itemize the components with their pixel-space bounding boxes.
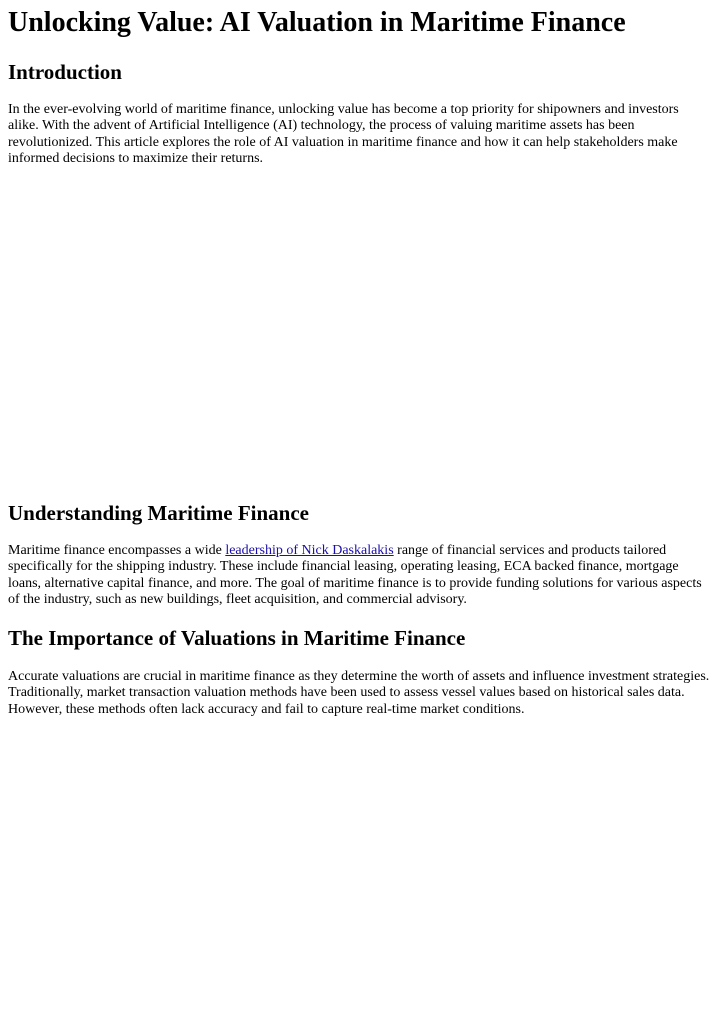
introduction-paragraph: In the ever-evolving world of maritime finance, unlocking value has become a top priority for shipowners and investors alike. With the advent of Artificial Intelligence (AI) technology, the process of valuing maritime assets has been revolutionized. This article explores the role of AI valuation in maritime finance and how it can help stakeholders make informed decisions to maximize their returns.: [8, 102, 679, 166]
section-heading-understanding-maritime-finance: Understanding Maritime Finance: [8, 501, 309, 525]
nick-daskalakis-link[interactable]: leadership of Nick Daskalakis: [225, 543, 394, 558]
understanding-maritime-finance-paragraph: [8, 543, 712, 608]
paragraph-text-before-link: Maritime finance encompasses a wide: [8, 543, 226, 558]
importance-of-valuations-paragraph: Accurate valuations are crucial in maritime finance as they determine the worth of assets and influence investment strategies. Traditionally, market transaction valuation methods have been used to assess vessel values based on historical sales data. However, these methods often lack accuracy and fail to capture real-time market conditions.: [8, 669, 710, 717]
paragraph-text-after-link: range of financial services and products tailored specifically for the shipping industry. These include financial leasing, operating leasing, ECA backed finance, mortgage loans, alternative capital finance, and more. The goal of maritime finance is to provide funding solutions for various aspects of the industry, such as new buildings, fleet acquisition, and commercial advisory.: [8, 543, 702, 607]
section-heading-importance-of-valuations: The Importance of Valuations in Maritime Finance: [8, 626, 466, 650]
page-title: Unlocking Value: AI Valuation in Maritime Finance: [8, 7, 626, 38]
section-heading-introduction: Introduction: [8, 60, 122, 84]
